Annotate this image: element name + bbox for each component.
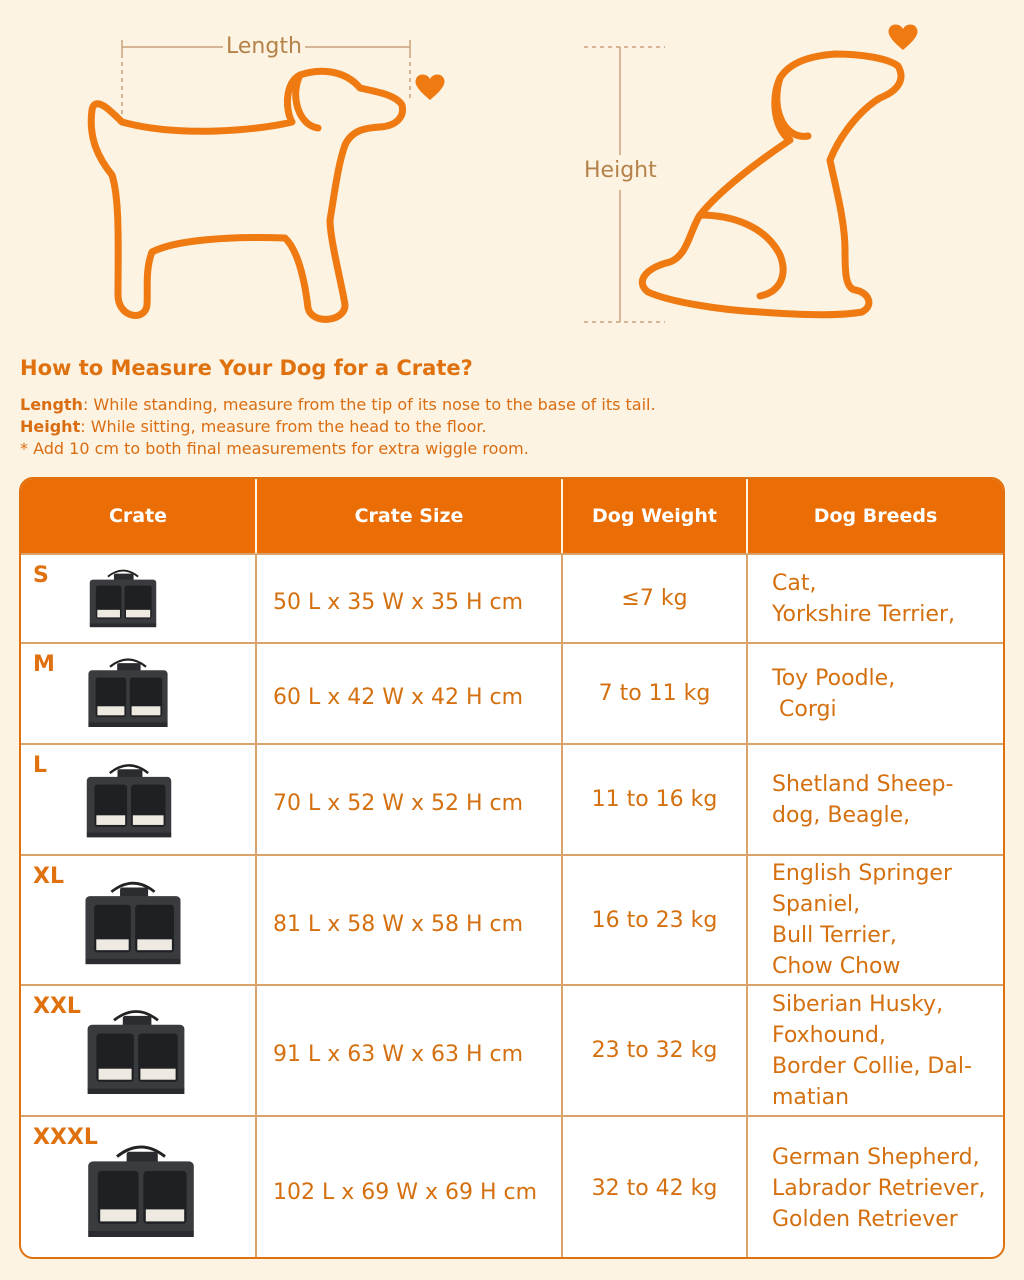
breed-line: dog, Beagle, — [772, 802, 911, 828]
header-dog-breeds: Dog Breeds — [813, 505, 938, 527]
crate-cell — [21, 856, 257, 984]
crate-size-cell: 60 L x 42 W x 42 H cm — [257, 644, 563, 743]
breed-line: Foxhound, — [772, 1022, 886, 1048]
crate-size-cell: 91 L x 63 W x 63 H cm — [257, 986, 563, 1115]
sitting-dog-icon — [642, 54, 901, 315]
size-code: XL — [33, 864, 64, 889]
breed-line: matian — [772, 1084, 850, 1110]
table-row — [21, 854, 1003, 984]
dog-weight-cell: 7 to 11 kg — [563, 644, 748, 743]
table-row — [21, 984, 1003, 1115]
dog-breeds-cell — [748, 644, 1003, 743]
breed-line: Labrador Retriever, — [772, 1175, 986, 1201]
dog-weight-cell: 32 to 42 kg — [563, 1117, 748, 1259]
length-term: Length — [20, 395, 83, 414]
length-note — [20, 394, 656, 416]
size-code: XXL — [33, 994, 81, 1019]
dog-breeds-cell — [748, 856, 1003, 984]
dog-weight-cell: 11 to 16 kg — [563, 745, 748, 854]
size-code: S — [33, 563, 49, 588]
crate-icon — [81, 1125, 201, 1253]
dog-breeds-cell — [748, 1117, 1003, 1259]
crate-cell — [21, 644, 257, 743]
page-heading: How to Measure Your Dog for a Crate? — [20, 356, 473, 380]
size-code: M — [33, 652, 55, 677]
table-row — [21, 743, 1003, 854]
standing-dog-icon — [91, 71, 402, 319]
crate-icon — [83, 650, 173, 732]
size-code: L — [33, 753, 48, 778]
breed-line: German Shepherd, — [772, 1144, 980, 1170]
breed-line: Border Collie, Dal- — [772, 1053, 972, 1079]
heart-icon — [889, 25, 918, 51]
header-dog-weight: Dog Weight — [563, 479, 748, 553]
length-label: Length — [223, 34, 305, 60]
height-note — [20, 416, 656, 438]
dog-measure-illustration — [0, 0, 1024, 340]
height-text: : While sitting, measure from the head to the floor. — [80, 417, 487, 436]
extra-note: * Add 10 cm to both final measurements for extra wiggle room. — [20, 439, 529, 458]
table-row — [21, 553, 1003, 642]
breed-line: English Springer — [772, 861, 953, 886]
crate-cell — [21, 745, 257, 854]
dog-breeds-cell — [748, 986, 1003, 1115]
breed-line: Shetland Sheep- — [772, 771, 954, 797]
crate-icon — [81, 992, 191, 1108]
length-text: : While standing, measure from the tip of its nose to the base of its tail. — [82, 395, 656, 414]
dog-breeds-cell — [748, 745, 1003, 854]
dog-weight-cell: 23 to 32 kg — [563, 986, 748, 1115]
table-header — [21, 479, 1003, 553]
measure-notes — [20, 394, 656, 460]
breed-line: Golden Retriever — [772, 1206, 958, 1232]
height-term: Height — [20, 417, 81, 436]
table-body — [21, 553, 1003, 1259]
dog-weight-cell: ≤7 kg — [563, 555, 748, 642]
breed-line: Siberian Husky, — [772, 991, 944, 1017]
breed-line: Chow Chow — [772, 954, 901, 979]
crate-cell — [21, 555, 257, 642]
header-crate-size: Crate Size — [257, 479, 563, 553]
table-row — [21, 642, 1003, 743]
crate-icon — [79, 866, 187, 976]
crate-size-cell: 50 L x 35 W x 35 H cm — [257, 555, 563, 642]
dog-breeds-cell — [748, 555, 1003, 642]
crate-icon — [83, 563, 163, 631]
breed-line: Spaniel, — [772, 892, 861, 917]
breed-line: Toy Poodle, — [772, 665, 896, 691]
crate-size-cell: 81 L x 58 W x 58 H cm — [257, 856, 563, 984]
header-crate: Crate — [21, 479, 257, 553]
breed-line: Bull Terrier, — [772, 923, 897, 948]
dog-weight-cell: 16 to 23 kg — [563, 856, 748, 984]
height-guide — [584, 47, 665, 322]
size-table — [19, 477, 1005, 1259]
crate-icon — [81, 753, 177, 845]
crate-cell — [21, 1117, 257, 1259]
crate-cell — [21, 986, 257, 1115]
heart-icon — [416, 75, 445, 101]
height-label: Height — [581, 158, 660, 184]
breed-line: Corgi — [772, 696, 837, 722]
size-code: XXXL — [33, 1125, 98, 1150]
crate-size-cell: 102 L x 69 W x 69 H cm — [257, 1117, 563, 1259]
breed-line: Cat, — [772, 570, 817, 596]
breed-line: Yorkshire Terrier, — [772, 601, 955, 627]
table-row — [21, 1115, 1003, 1259]
crate-size-cell: 70 L x 52 W x 52 H cm — [257, 745, 563, 854]
